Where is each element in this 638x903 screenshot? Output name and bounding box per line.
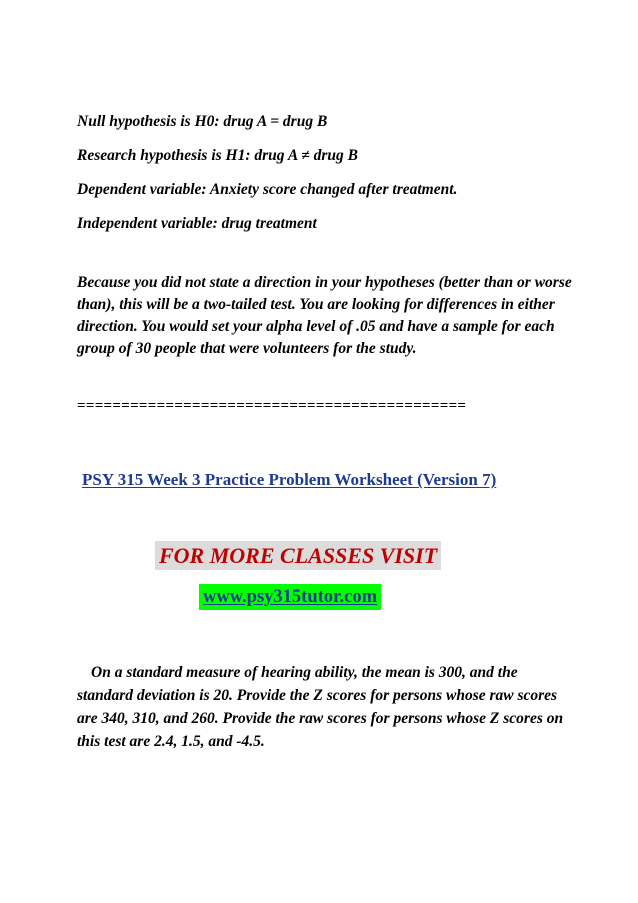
dependent-variable: Dependent variable: Anxiety score changed after treatment. bbox=[77, 181, 458, 198]
null-hypothesis: Null hypothesis is H0: drug A = drug B bbox=[77, 113, 328, 130]
separator-line: ============================================ bbox=[77, 398, 467, 414]
explanation-paragraph: Because you did not state a direction in your hypotheses (better than or worse than), this will be a two-tailed test. You are looking for differences in either direction. You would set your alpha level of .05 and have a sample for each group of 30 people that were volunteers for the study. bbox=[77, 274, 572, 357]
tutor-url-link[interactable]: www.psy315tutor.com bbox=[199, 584, 381, 610]
worksheet-title-link[interactable]: PSY 315 Week 3 Practice Problem Worksheet (Version 7) bbox=[82, 470, 497, 489]
independent-variable: Independent variable: drug treatment bbox=[77, 215, 317, 232]
question-paragraph: On a standard measure of hearing ability, the mean is 300, and the standard deviation is 20. Provide the Z scores for persons whose raw scores are 340, 310, and 260. Provide the raw scores for persons whose Z scores on this test are 2.4, 1.5, and -4.5. bbox=[77, 664, 564, 750]
more-classes-banner: FOR MORE CLASSES VISIT bbox=[155, 541, 441, 570]
research-hypothesis: Research hypothesis is H1: drug A ≠ drug B bbox=[77, 147, 358, 164]
